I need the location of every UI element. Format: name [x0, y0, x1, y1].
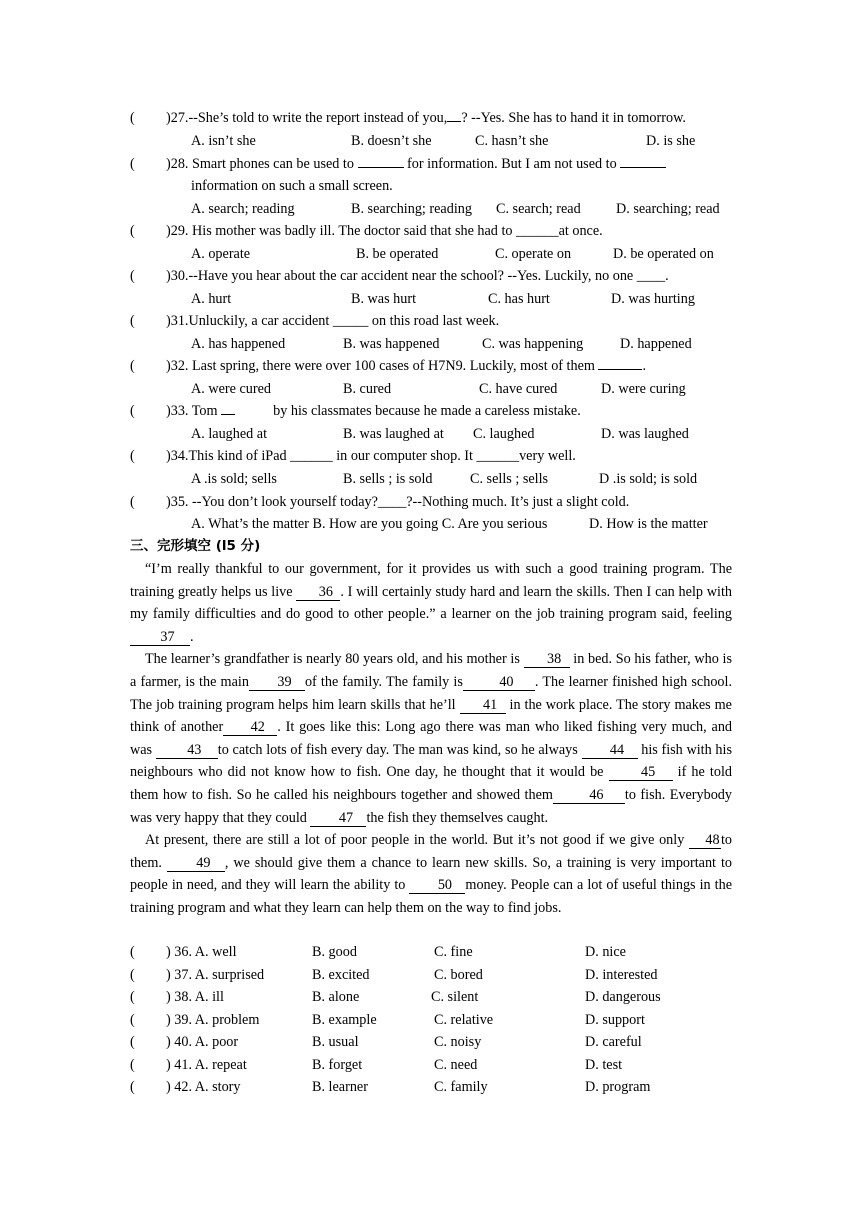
blank-43: 43 — [156, 743, 218, 759]
option-a: A. laughed at — [191, 426, 268, 442]
blank-46: 46 — [553, 788, 625, 804]
blank-36: 36 — [296, 585, 340, 601]
option-a: ) 40. A. poor — [166, 1034, 239, 1050]
blank-44: 44 — [582, 743, 638, 759]
answer-paren: ( — [130, 110, 135, 126]
option-c: C. family — [434, 1079, 488, 1095]
option-b: B. forget — [312, 1057, 363, 1073]
question-text: )32. Last spring, there were over 100 cases of H7N9. Luckily, most of them — [166, 358, 595, 374]
blank — [447, 121, 461, 122]
punctuation: . — [642, 358, 647, 374]
option-a: A. isn’t she — [191, 133, 256, 149]
option-c: C. have cured — [479, 381, 558, 397]
question-text: )28. Smart phones can be used to — [166, 156, 354, 172]
option-d: D. were curing — [601, 381, 686, 397]
option-b: B. was happened — [343, 336, 440, 352]
question-text: )30.--Have you hear about the car accident near the school? --Yes. Luckily, no one ____. — [166, 268, 669, 284]
option-a: ) 41. A. repeat — [166, 1057, 247, 1073]
option-c: C. fine — [434, 944, 473, 960]
option-abc: A. What’s the matter B. How are you going C. Are you serious — [191, 516, 548, 532]
option-b: B. good — [312, 944, 357, 960]
question-text: )27.--She’s told to write the report instead of you, — [166, 110, 448, 126]
answer-paren: ( — [130, 944, 135, 960]
blank-47: 47 — [310, 811, 366, 827]
blank — [221, 414, 235, 415]
question-text: )29. His mother was badly ill. The doctor said that she had to ______at once. — [166, 223, 603, 239]
option-b: B. was laughed at — [343, 426, 444, 442]
option-c: C. silent — [431, 989, 479, 1005]
option-b: B. cured — [343, 381, 392, 397]
option-c: C. noisy — [434, 1034, 482, 1050]
blank-48: 48 — [689, 833, 721, 849]
blank-45: 45 — [609, 765, 673, 781]
option-b: B. doesn’t she — [351, 133, 432, 149]
option-d: D. is she — [646, 133, 696, 149]
option-a: ) 42. A. story — [166, 1079, 241, 1095]
option-d: D. happened — [620, 336, 692, 352]
option-c: C. need — [434, 1057, 478, 1073]
answer-paren: ( — [130, 223, 135, 239]
question-text: )34.This kind of iPad ______ in our computer shop. It ______very well. — [166, 448, 576, 464]
question-text: )33. Tom — [166, 403, 218, 419]
option-b: B. learner — [312, 1079, 368, 1095]
question-text: ? --Yes. She has to hand it in tomorrow. — [461, 110, 686, 126]
blank — [598, 369, 642, 370]
blank-40: 40 — [463, 675, 535, 691]
paragraph-1: “I’m really thankful to our government, for it provides us with such a good training program. The training greatly helps us live 36 . I will certainly study hard and learn the skills. Then I can help with my family difficulties and do good to other people.” a learner on the job training program said, feeling 37 . — [130, 561, 732, 645]
answer-paren: ( — [130, 1057, 135, 1073]
option-a: ) 38. A. ill — [166, 989, 224, 1005]
paragraph-2: The learner’s grandfather is nearly 80 years old, and his mother is 38 in bed. So his father, who is a farmer, is the main 39 of the family. The family is 40 . The learner finished high school. The job training program helps him learn skills that he’ll 41 in the work place. The story makes me think of another 42 . It goes like this: Long ago there was man who liked fishing very much, and was 43 to catch lots of fish every day. The man was kind, so he always 44 his fish with his neighbours who did not know how to fish. One day, he thought that it would be 45 if he told them how to fish. So he called his neighbours together and showed them 46 to fish. Everybody was very happy that they could 47 the fish they themselves caught. — [130, 651, 733, 826]
section-heading: 三、完形填空 (l5 分) — [130, 538, 261, 554]
blank-38: 38 — [524, 652, 570, 668]
option-a: A. has happened — [191, 336, 286, 352]
blank-42: 42 — [223, 720, 277, 736]
option-a: A. operate — [191, 246, 251, 262]
option-d: D. How is the matter — [589, 516, 708, 532]
option-c: C. bored — [434, 967, 483, 983]
option-a: A .is sold; sells — [191, 471, 277, 487]
answer-paren: ( — [130, 1034, 135, 1050]
blank-41: 41 — [460, 698, 506, 714]
question-text: for information. But I am not used to — [407, 156, 617, 172]
question-text: )31.Unluckily, a car accident _____ on this road last week. — [166, 313, 500, 329]
answer-paren: ( — [130, 313, 135, 329]
answer-paren: ( — [130, 1079, 135, 1095]
answer-paren: ( — [130, 358, 135, 374]
option-b: B. excited — [312, 967, 370, 983]
question-28-line2: information on such a small screen. — [191, 178, 393, 194]
option-c: C. was happening — [482, 336, 584, 352]
option-d: D .is sold; is sold — [599, 471, 698, 487]
answer-paren: ( — [130, 989, 135, 1005]
answer-paren: ( — [130, 494, 135, 510]
option-a: A. were cured — [191, 381, 271, 397]
answer-paren: ( — [130, 403, 135, 419]
option-d: D. program — [585, 1079, 651, 1095]
option-c: C. search; read — [496, 201, 581, 217]
option-d: D. be operated on — [613, 246, 714, 262]
option-d: D. nice — [585, 944, 626, 960]
option-a: ) 36. A. well — [166, 944, 237, 960]
option-b: B. searching; reading — [351, 201, 472, 217]
option-d: D. careful — [585, 1034, 642, 1050]
option-a: ) 37. A. surprised — [166, 967, 265, 983]
option-d: D. interested — [585, 967, 658, 983]
option-b: B. be operated — [356, 246, 439, 262]
option-a: A. search; reading — [191, 201, 295, 217]
option-b: B. alone — [312, 989, 360, 1005]
blank-37: 37 — [130, 630, 190, 646]
option-b: B. sells ; is sold — [343, 471, 433, 487]
option-c: C. operate on — [495, 246, 572, 262]
option-d: D. support — [585, 1012, 645, 1028]
answer-paren: ( — [130, 1012, 135, 1028]
option-c: C. sells ; sells — [470, 471, 549, 487]
option-d: D. dangerous — [585, 989, 661, 1005]
answer-paren: ( — [130, 268, 135, 284]
question-text: by his classmates because he made a careless mistake. — [273, 403, 581, 419]
question-text: )35. --You don’t look yourself today?____?--Nothing much. It’s just a slight cold. — [166, 494, 630, 510]
blank — [358, 167, 404, 168]
cloze-passage — [130, 558, 732, 920]
answer-paren: ( — [130, 967, 135, 983]
blank-49: 49 — [167, 856, 225, 872]
blank-50: 50 — [409, 878, 465, 894]
answer-paren: ( — [130, 448, 135, 464]
option-c: C. hasn’t she — [475, 133, 549, 149]
blank-39: 39 — [249, 675, 305, 691]
option-a: ) 39. A. problem — [166, 1012, 260, 1028]
option-c: C. relative — [434, 1012, 494, 1028]
option-c: C. has hurt — [488, 291, 550, 307]
option-b: B. was hurt — [351, 291, 417, 307]
option-d: D. was hurting — [611, 291, 695, 307]
answer-paren: ( — [130, 156, 135, 172]
paragraph-3: At present, there are still a lot of poor people in the world. But it’s not good if we give only 48to them. 49 , we should give them a chance to learn new skills. So, a training is very important to people in need, and they will learn the ability to 50 money. People can a lot of useful things in the training program and what they learn can help them on the way to find jobs. — [130, 832, 733, 916]
option-a: A. hurt — [191, 291, 232, 307]
option-b: B. example — [312, 1012, 377, 1028]
option-b: B. usual — [312, 1034, 359, 1050]
blank — [620, 167, 666, 168]
option-c: C. laughed — [473, 426, 535, 442]
option-d: D. test — [585, 1057, 623, 1073]
option-d: D. was laughed — [601, 426, 689, 442]
option-d: D. searching; read — [616, 201, 720, 217]
